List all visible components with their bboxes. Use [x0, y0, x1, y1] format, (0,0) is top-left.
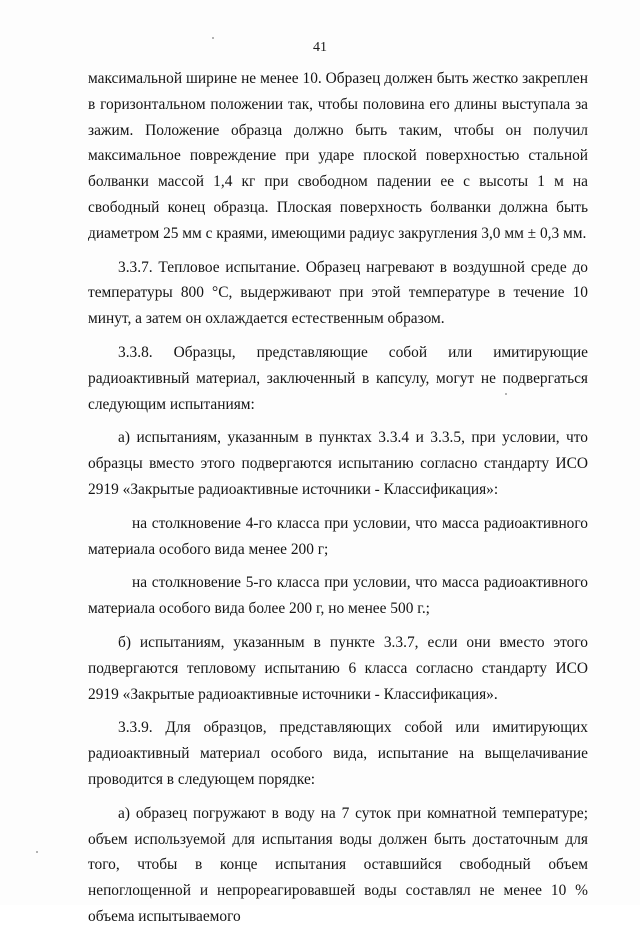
- document-body: [88, 66, 588, 930]
- paragraph-3-3-9-a: а) образец погружают в воду на 7 суток при комнатной температуре; объем используемой для испытания воды должен быть достаточным для того, чтобы в конце испытания оставшийся свободный объем непоглощенной и непрореагировавшей воды составлял не менее 10 % объема испытываемого: [88, 804, 588, 925]
- paragraph-continuation: максимальной ширине не менее 10. Образец должен быть жестко закреплен в горизонтальном положении так, чтобы половина его длины выступала за зажим. Положение образца должно быть таким, чтобы он получил максимальное повреждение при ударе плоской поверхностью стальной болванки массой 1,4 кг при свободном падении ее с высоты 1 м на свободный конец образца. Плоская поверхность болванки должна быть диаметром 25 мм с краями, имеющими радиус закругления 3,0 мм ± 0,3 мм.: [88, 70, 588, 242]
- paragraph-3-3-7: 3.3.7. Тепловое испытание. Образец нагревают в воздушной среде до температуры 800 °С, выдерживают при этой температуре в течение 10 минут, а затем он охлаждается естественным образом.: [88, 258, 588, 328]
- page-number: 41: [313, 40, 327, 55]
- paragraph-3-3-8-a-class-4: на столкновение 4-го класса при условии, что масса радиоактивного материала особого вида менее 200 г;: [88, 514, 588, 558]
- paragraph-3-3-8-a-class-5: на столкновение 5-го класса при условии, что масса радиоактивного материала особого вида более 200 г, но менее 500 г.;: [88, 574, 588, 618]
- paragraph-3-3-8: 3.3.8. Образцы, представляющие собой или имитирующие радиоактивный материал, заключенный в капсулу, могут не подвергаться следующим испытаниям:: [88, 343, 588, 413]
- scan-speck: [212, 37, 214, 39]
- paragraph-3-3-8-a: а) испытаниям, указанным в пунктах 3.3.4 и 3.3.5, при условии, что образцы вместо этого подвергаются испытанию согласно стандарту ИСО 2919 «Закрытые радиоактивные источники - Классификация»:: [88, 429, 588, 498]
- scan-speck: [36, 851, 38, 853]
- paragraph-3-3-8-b: б) испытаниям, указанным в пункте 3.3.7, если они вместо этого подвергаются тепловому испытанию 6 класса согласно стандарту ИСО 2919 «Закрытые радиоактивные источники - Классификация».: [88, 633, 588, 703]
- paragraph-3-3-9: 3.3.9. Для образцов, представляющих собой или имитирующих радиоактивный материал особого вида, испытание на выщелачивание проводится в следующем порядке:: [88, 719, 588, 788]
